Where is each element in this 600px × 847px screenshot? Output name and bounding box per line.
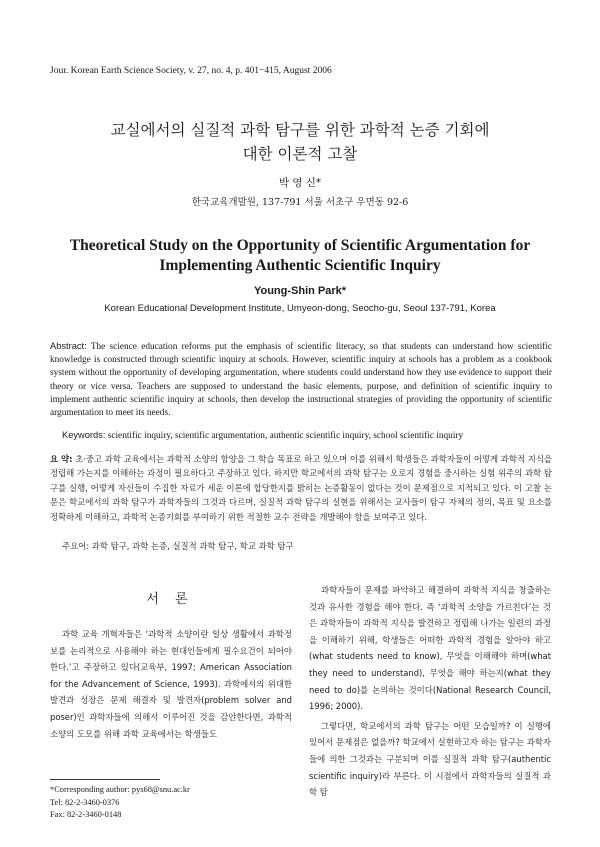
english-title xyxy=(40,236,560,276)
korean-keywords-label: 주요어: xyxy=(62,541,90,551)
korean-abstract-text: 초·중고 과학 교육에서는 과학적 소양의 함양을 그 학습 목표로 하고 있으며 이를 위해서 학생들은 과학자들이 어떻게 과학적 지식을 정립해 가는지를 이해하는 과정이 필요하다고 주장하고 있다. 하지만 학교에서의 과학 탐구는 오로지 경험을 중시하는 실험 위주의 과학 탐구를 실행, 어떻게 자신들이 수집한 자료가 세운 이론에 합당한지를 밝히는 논증활동이 없다는 것이 문제점으로 지적되고 있다. 이 고찰 논문은 학교에서의 과학 탐구가 과학자들의 그것과 다르며, 실질적 과학 탐구의 실현을 위해서는 교사들이 탐구 자체의 정의, 목표 및 요소를 정확하게 이해하고, 과학적 논증기회를 부여하기 위한 적절한 교수 전략을 개발해야 함을 보여주고 있다. xyxy=(50,454,552,522)
english-title-line2: Implementing Authentic Scientific Inquiry xyxy=(159,257,441,274)
korean-keywords-text: 과학 탐구, 과학 논증, 실질적 과학 탐구, 학교 과학 탐구 xyxy=(91,541,294,551)
abstract-label: Abstract: xyxy=(50,341,87,351)
journal-reference: Jour. Korean Earth Science Society, v. 27, no. 4, p. 401−415, August 2006 xyxy=(50,66,332,76)
english-abstract xyxy=(50,340,552,420)
abstract-text: The science education reforms put the emphasis of scientific literacy, so that students can understand how scientific knowledge is constructed through scientific inquiry at schools. However, scientific inquiry at schools has a problem as a cookbook system without the opportunity of developing argumentation, where students could understand how they use evidence to support their theory or vice versa. Teachers are supposed to understand the basic elements, purpose, and definition of scientific inquiry to implement authentic scientific inquiry at schools, then develop the instructional strategies of providing the opportunity of scientific argumentation to meet its needs. xyxy=(50,342,552,419)
keywords-text: scientific inquiry, scientific argumentation, authentic scientific inquiry, school scientific inquiry xyxy=(107,431,464,441)
english-author: Young-Shin Park* xyxy=(253,285,347,297)
english-keywords xyxy=(62,430,552,441)
english-affiliation: Korean Educational Development Institute, Umyeon-dong, Seocho-gu, Seoul 137-791, Korea xyxy=(104,303,496,314)
footnote xyxy=(50,784,290,822)
body-paragraph: 과학 교육 개혁자들은 ‘과학적 소양이란 일상 생활에서 과학정보를 논리적으로 사용해야 하는 현대인들에게 필수요건이 되어야 한다.’고 주장하고 있다(교육부, 1997; American Association for the Advancement of Science, 1993). 과학에서의 위대한 발견과 성장은 문제 해결자 및 발견자(problem solver and poser)인 과학자들에 의해서 이루어진 것을 감안한다면, 과학적 소양의 도모를 위해 과학 교육에서는 학생들도 xyxy=(50,629,292,739)
english-title-line1: Theoretical Study on the Opportunity of Scientific Argumentation for xyxy=(69,237,531,254)
korean-abstract-label: 요 약: xyxy=(50,454,73,464)
korean-affiliation: 한국교육개발원, 137-791 서울 서초구 우면동 92-6 xyxy=(191,197,409,208)
body-paragraph: 과학자들이 문제를 파악하고 해결하여 과학적 지식을 창출하는 것과 유사한 경험을 해야 한다. 즉 ‘과학적 소양을 가르친다’는 것은 과학자들이 과학적 지식을 발견하고 정립해 나가는 일련의 과정을 이해하기 위해, 학생들은 어떠한 과학적 경험을 알아야 하고(what students need to know), 무엇을 이해해야 하며(what they need to understand), 무엇을 해야 하는지(what they need to do)를 논의하는 것이다(National Research Council, 1996; 2000). xyxy=(309,585,551,712)
footnote-fax: Fax: 82-2-3460-0148 xyxy=(50,810,122,820)
body-column-left xyxy=(50,626,292,742)
footnote-corresponding-author: *Corresponding author: pys68@snu.ac.kr xyxy=(50,785,190,794)
korean-title-line1: 교실에서의 실질적 과학 탐구를 위한 과학적 논증 기회에 xyxy=(110,121,490,139)
section-heading-introduction: 서 론 xyxy=(146,592,194,607)
footnote-divider xyxy=(50,779,160,780)
korean-title-line2: 대한 이론적 고찰 xyxy=(242,145,358,163)
korean-title xyxy=(40,118,560,166)
korean-author: 박 영 신* xyxy=(278,177,322,189)
korean-abstract xyxy=(50,452,552,524)
body-paragraph: 그렇다면, 학교에서의 과학 탐구는 어떤 모습일까? 이 실행에 있어서 문제점은 없을까? 학교에서 실현하고자 하는 탐구는 과학자들에 의한 그것과는 구분되며 이를 실질적 과학 탐구(authentic scientific inquiry)라 부른다. 이 시점에서 과학자들의 실질적 과학 탐 xyxy=(309,720,551,798)
body-column-right xyxy=(309,582,551,801)
footnote-telephone: Tel: 82-2-3460-0376 xyxy=(50,797,120,807)
korean-keywords xyxy=(62,540,552,552)
keywords-label: Keywords: xyxy=(62,430,106,440)
